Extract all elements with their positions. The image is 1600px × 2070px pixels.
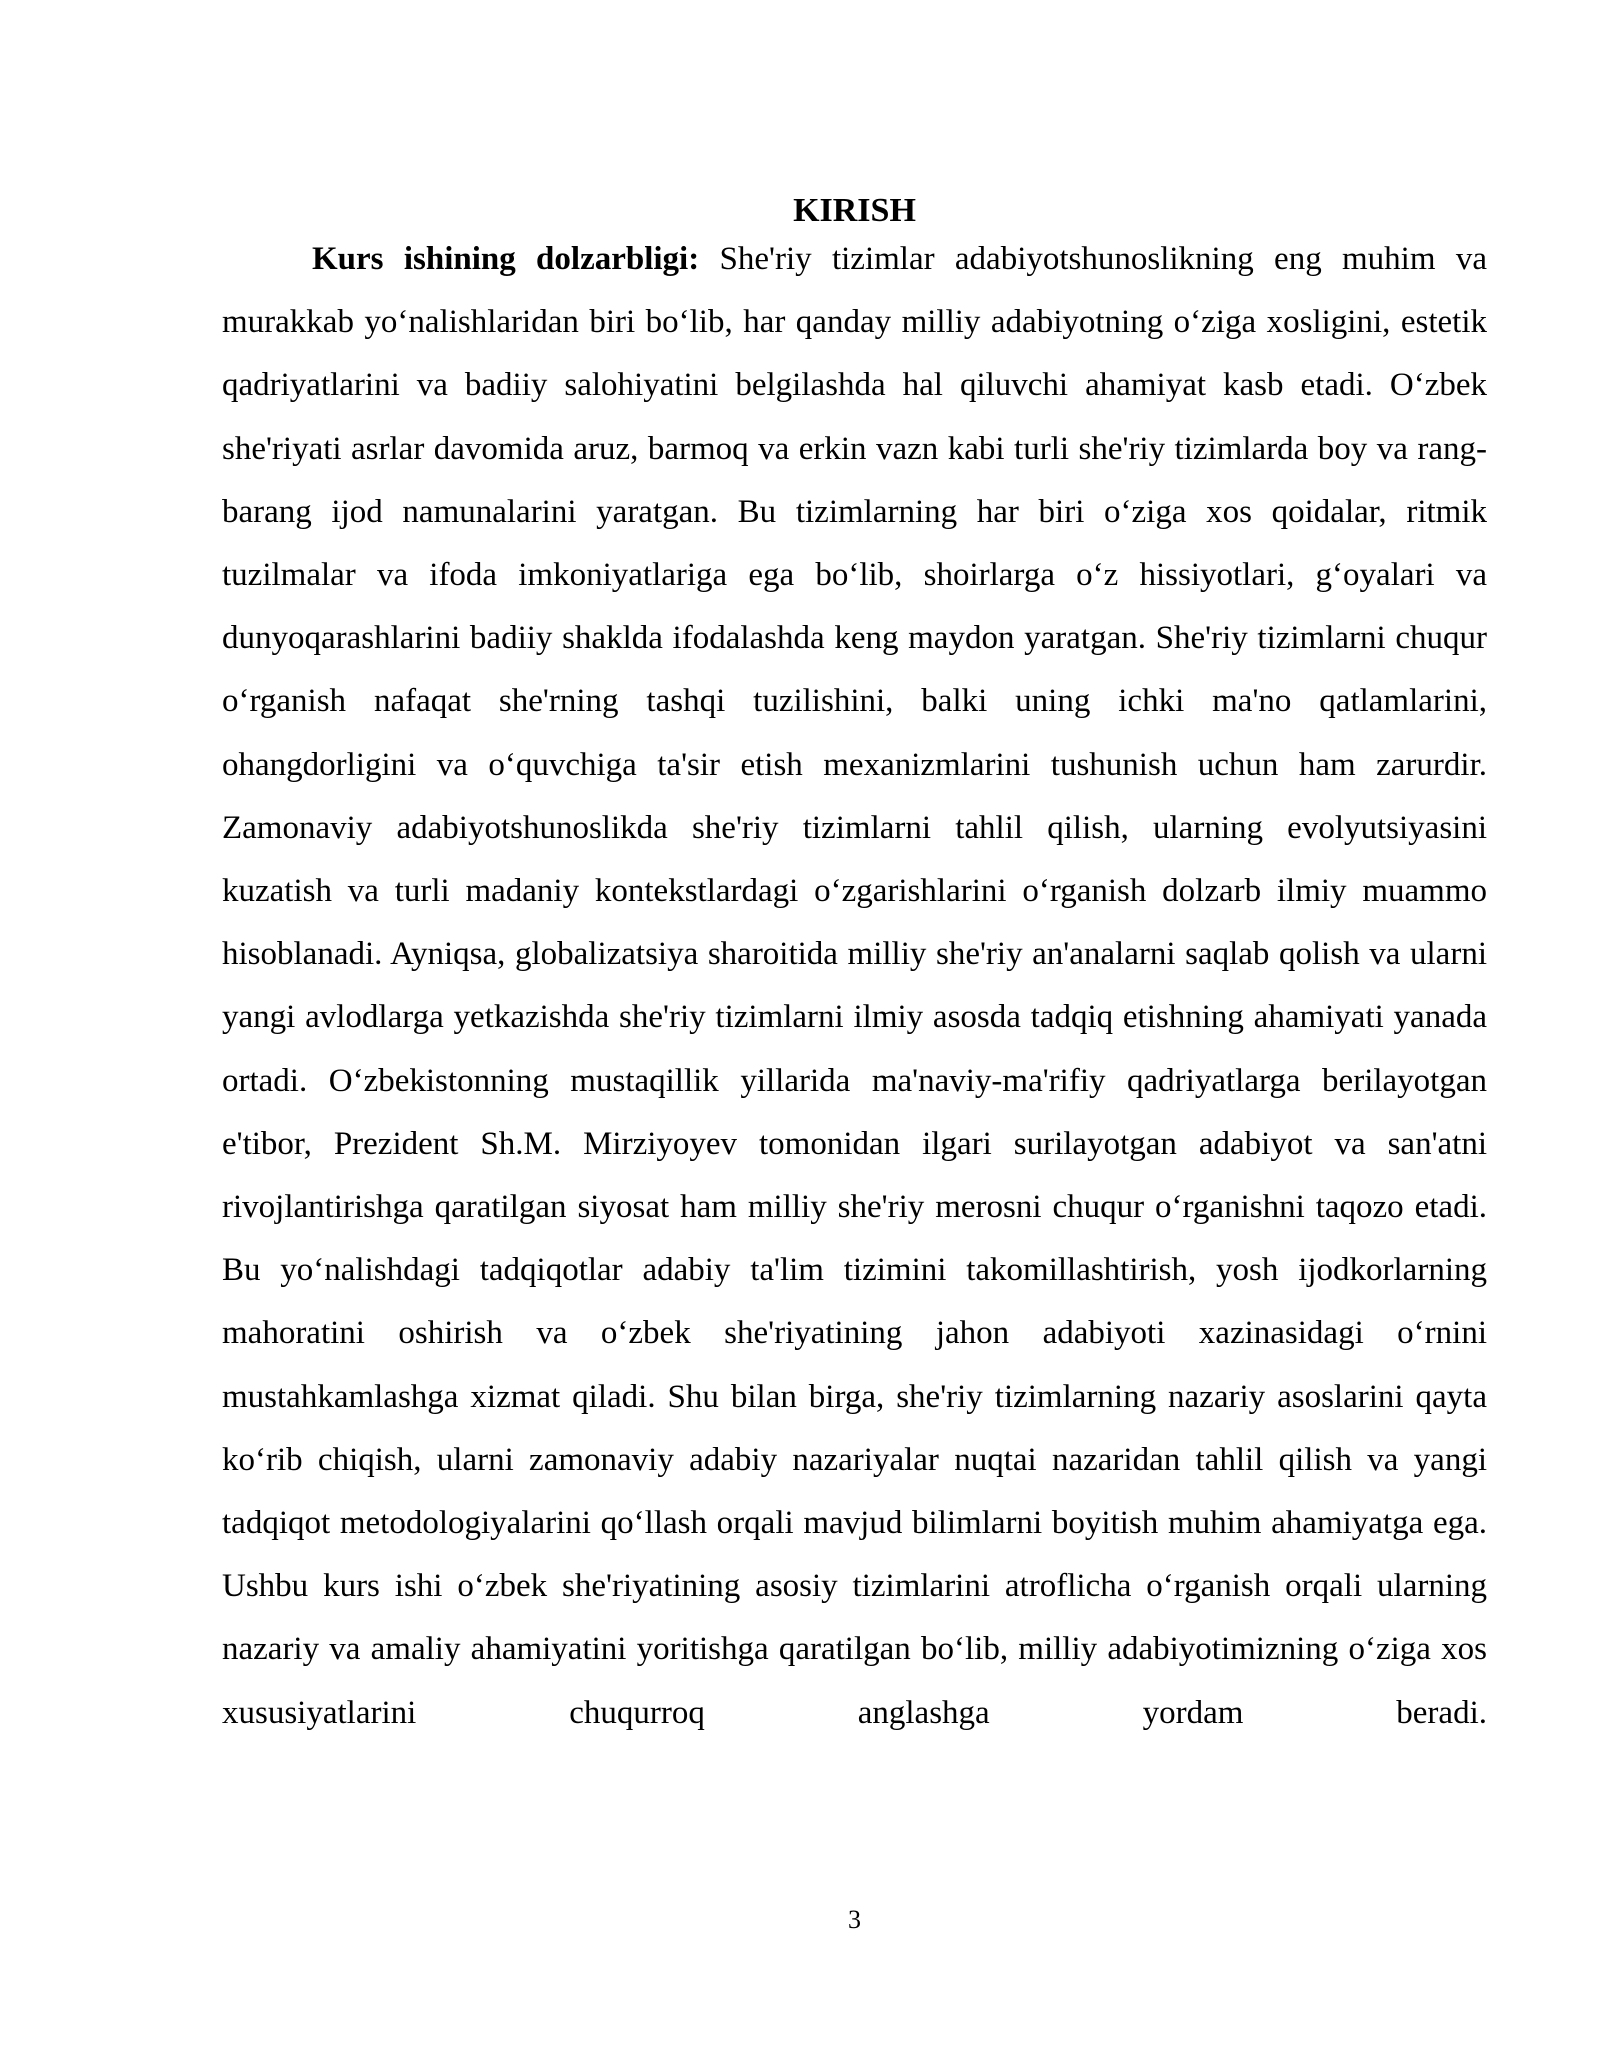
page-number: 3	[848, 1905, 861, 1934]
paragraph-lead: Kurs ishining dolzarbligi:	[312, 241, 700, 277]
section-heading: KIRISH	[793, 192, 916, 229]
intro-paragraph	[222, 228, 1487, 1745]
paragraph-body: She'riy tizimlar adabiyotshunoslikning eng muhim va murakkab yo‘nalishlaridan biri bo‘lib, har qanday milliy adabiyotning o‘ziga xosligini, estetik qadriyatlarini va badiiy salohiyatini belgilashda hal qiluvchi ahamiyat kasb etadi. O‘zbek she'riyati asrlar davomida aruz, barmoq va erkin vazn kabi turli she'riy tizimlarda boy va rang-barang ijod namunalarini yaratgan. Bu tizimlarning har biri o‘ziga xos qoidalar, ritmik tuzilmalar va ifoda imkoniyatlariga ega bo‘lib, shoirlarga o‘z hissiyotlari, g‘oyalari va dunyoqarashlarini badiiy shaklda ifodalashda keng maydon yaratgan. She'riy tizimlarni chuqur o‘rganish nafaqat she'rning tashqi tuzilishini, balki uning ichki ma'no qatlamlarini, ohangdorligini va o‘quvchiga ta'sir etish mexanizmlarini tushunish uchun ham zarurdir. Zamonaviy adabiyotshunoslikda she'riy tizimlarni tahlil qilish, ularning evolyutsiyasini kuzatish va turli madaniy kontekstlardagi o‘zgarishlarini o‘rganish dolzarb ilmiy muammo hisoblanadi. Ayniqsa, globalizatsiya sharoitida milliy she'riy an'analarni saqlab qolish va ularni yangi avlodlarga yetkazishda she'riy tizimlarni ilmiy asosda tadqiq etishning ahamiyati yanada ortadi. O‘zbekistonning mustaqillik yillarida ma'naviy-ma'rifiy qadriyatlarga berilayotgan e'tibor, Prezident Sh.M. Mirziyoyev tomonidan ilgari surilayotgan adabiyot va san'atni rivojlantirishga qaratilgan siyosat ham milliy she'riy merosni chuqur o‘rganishni taqozo etadi. Bu yo‘nalishdagi tadqiqotlar adabiy ta'lim tizimini takomillashtirish, yosh ijodkorlarning mahoratini oshirish va o‘zbek she'riyatining jahon adabiyoti xazinasidagi o‘rnini mustahkamlashga xizmat qiladi. Shu bilan birga, she'riy tizimlarning nazariy asoslarini qayta ko‘rib chiqish, ularni zamonaviy adabiy nazariyalar nuqtai nazaridan tahlil qilish va yangi tadqiqot metodologiyalarini qo‘llash orqali mavjud bilimlarni boyitish muhim ahamiyatga ega. Ushbu kurs ishi o‘zbek she'riyatining asosiy tizimlarini atroflicha o‘rganish orqali ularning nazariy va amaliy ahamiyatini yoritishga qaratilgan bo‘lib, milliy adabiyotimizning o‘ziga xos xususiyatlarini chuqurroq anglashga yordam beradi.	[222, 241, 1487, 1731]
